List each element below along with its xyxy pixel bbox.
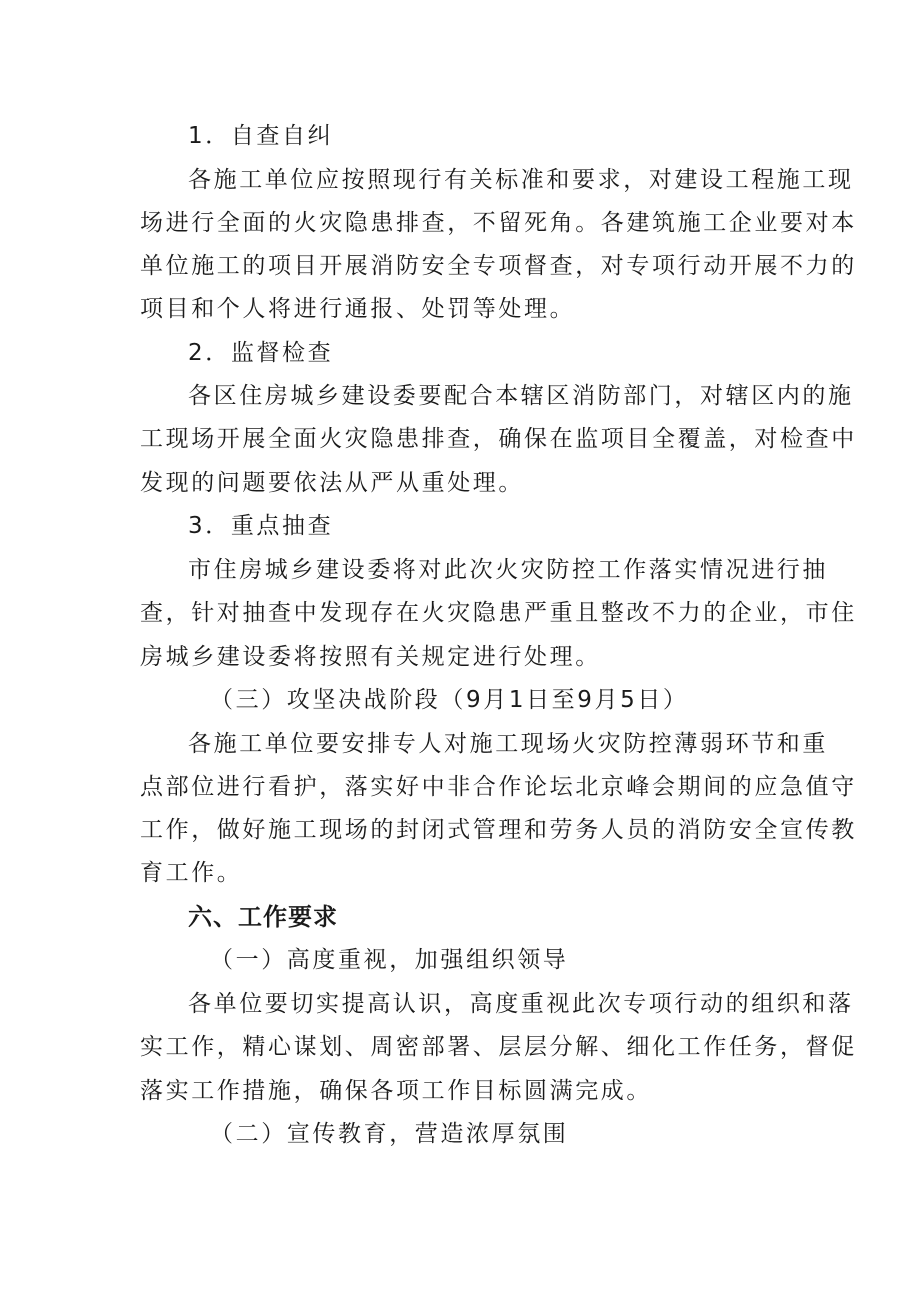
paragraph-line: 各施工单位应按照现行有关标准和要求，对建设工程施工现 [188,167,854,193]
section-heading-final-stage: （三）攻坚决战阶段（9月1日至9月5日） [210,687,689,713]
paragraph-line: 各施工单位要安排专人对施工现场火灾防控薄弱环节和重 [188,731,828,757]
paragraph-line: 市住房城乡建设委将对此次火灾防控工作落实情况进行抽 [188,557,828,583]
paragraph-line: 项目和个人将进行通报、处罚等处理。 [140,296,576,322]
paragraph-line: 房城乡建设委将按照有关规定进行处理。 [140,644,601,670]
section-heading-publicity: （二）宣传教育，营造浓厚氛围 [210,1121,569,1147]
paragraph-line: 各区住房城乡建设委要配合本辖区消防部门，对辖区内的施 [188,383,854,409]
section-heading-leadership: （一）高度重视，加强组织领导 [210,947,569,973]
paragraph-line: 各单位要切实提高认识，高度重视此次专项行动的组织和落 [188,991,854,1017]
paragraph-line: 场进行全面的火灾隐患排查，不留死角。各建筑施工企业要对本 [140,210,857,236]
subsection-heading-supervision: 2．监督检查 [188,340,334,366]
paragraph-line: 落实工作措施，确保各项工作目标圆满完成。 [140,1078,652,1104]
subsection-heading-self-check: 1．自查自纠 [188,123,334,149]
paragraph-line: 育工作。 [140,860,243,886]
paragraph-line: 工现场开展全面火灾隐患排查，确保在监项目全覆盖，对检查中 [140,426,857,452]
chapter-heading-work-requirements: 六、工作要求 [188,903,338,931]
paragraph-line: 发现的问题要依法从严从重处理。 [140,470,524,496]
paragraph-line: 实工作，精心谋划、周密部署、层层分解、细化工作任务，督促 [140,1034,857,1060]
paragraph-line: 查，针对抽查中发现存在火灾隐患严重且整改不力的企业，市住 [140,600,857,626]
paragraph-line: 单位施工的项目开展消防安全专项督查，对专项行动开展不力的 [140,253,857,279]
subsection-heading-spot-check: 3．重点抽查 [188,513,334,539]
paragraph-line: 工作，做好施工现场的封闭式管理和劳务人员的消防安全宣传教 [140,817,857,843]
paragraph-line: 点部位进行看护，落实好中非合作论坛北京峰会期间的应急值守 [140,774,857,800]
